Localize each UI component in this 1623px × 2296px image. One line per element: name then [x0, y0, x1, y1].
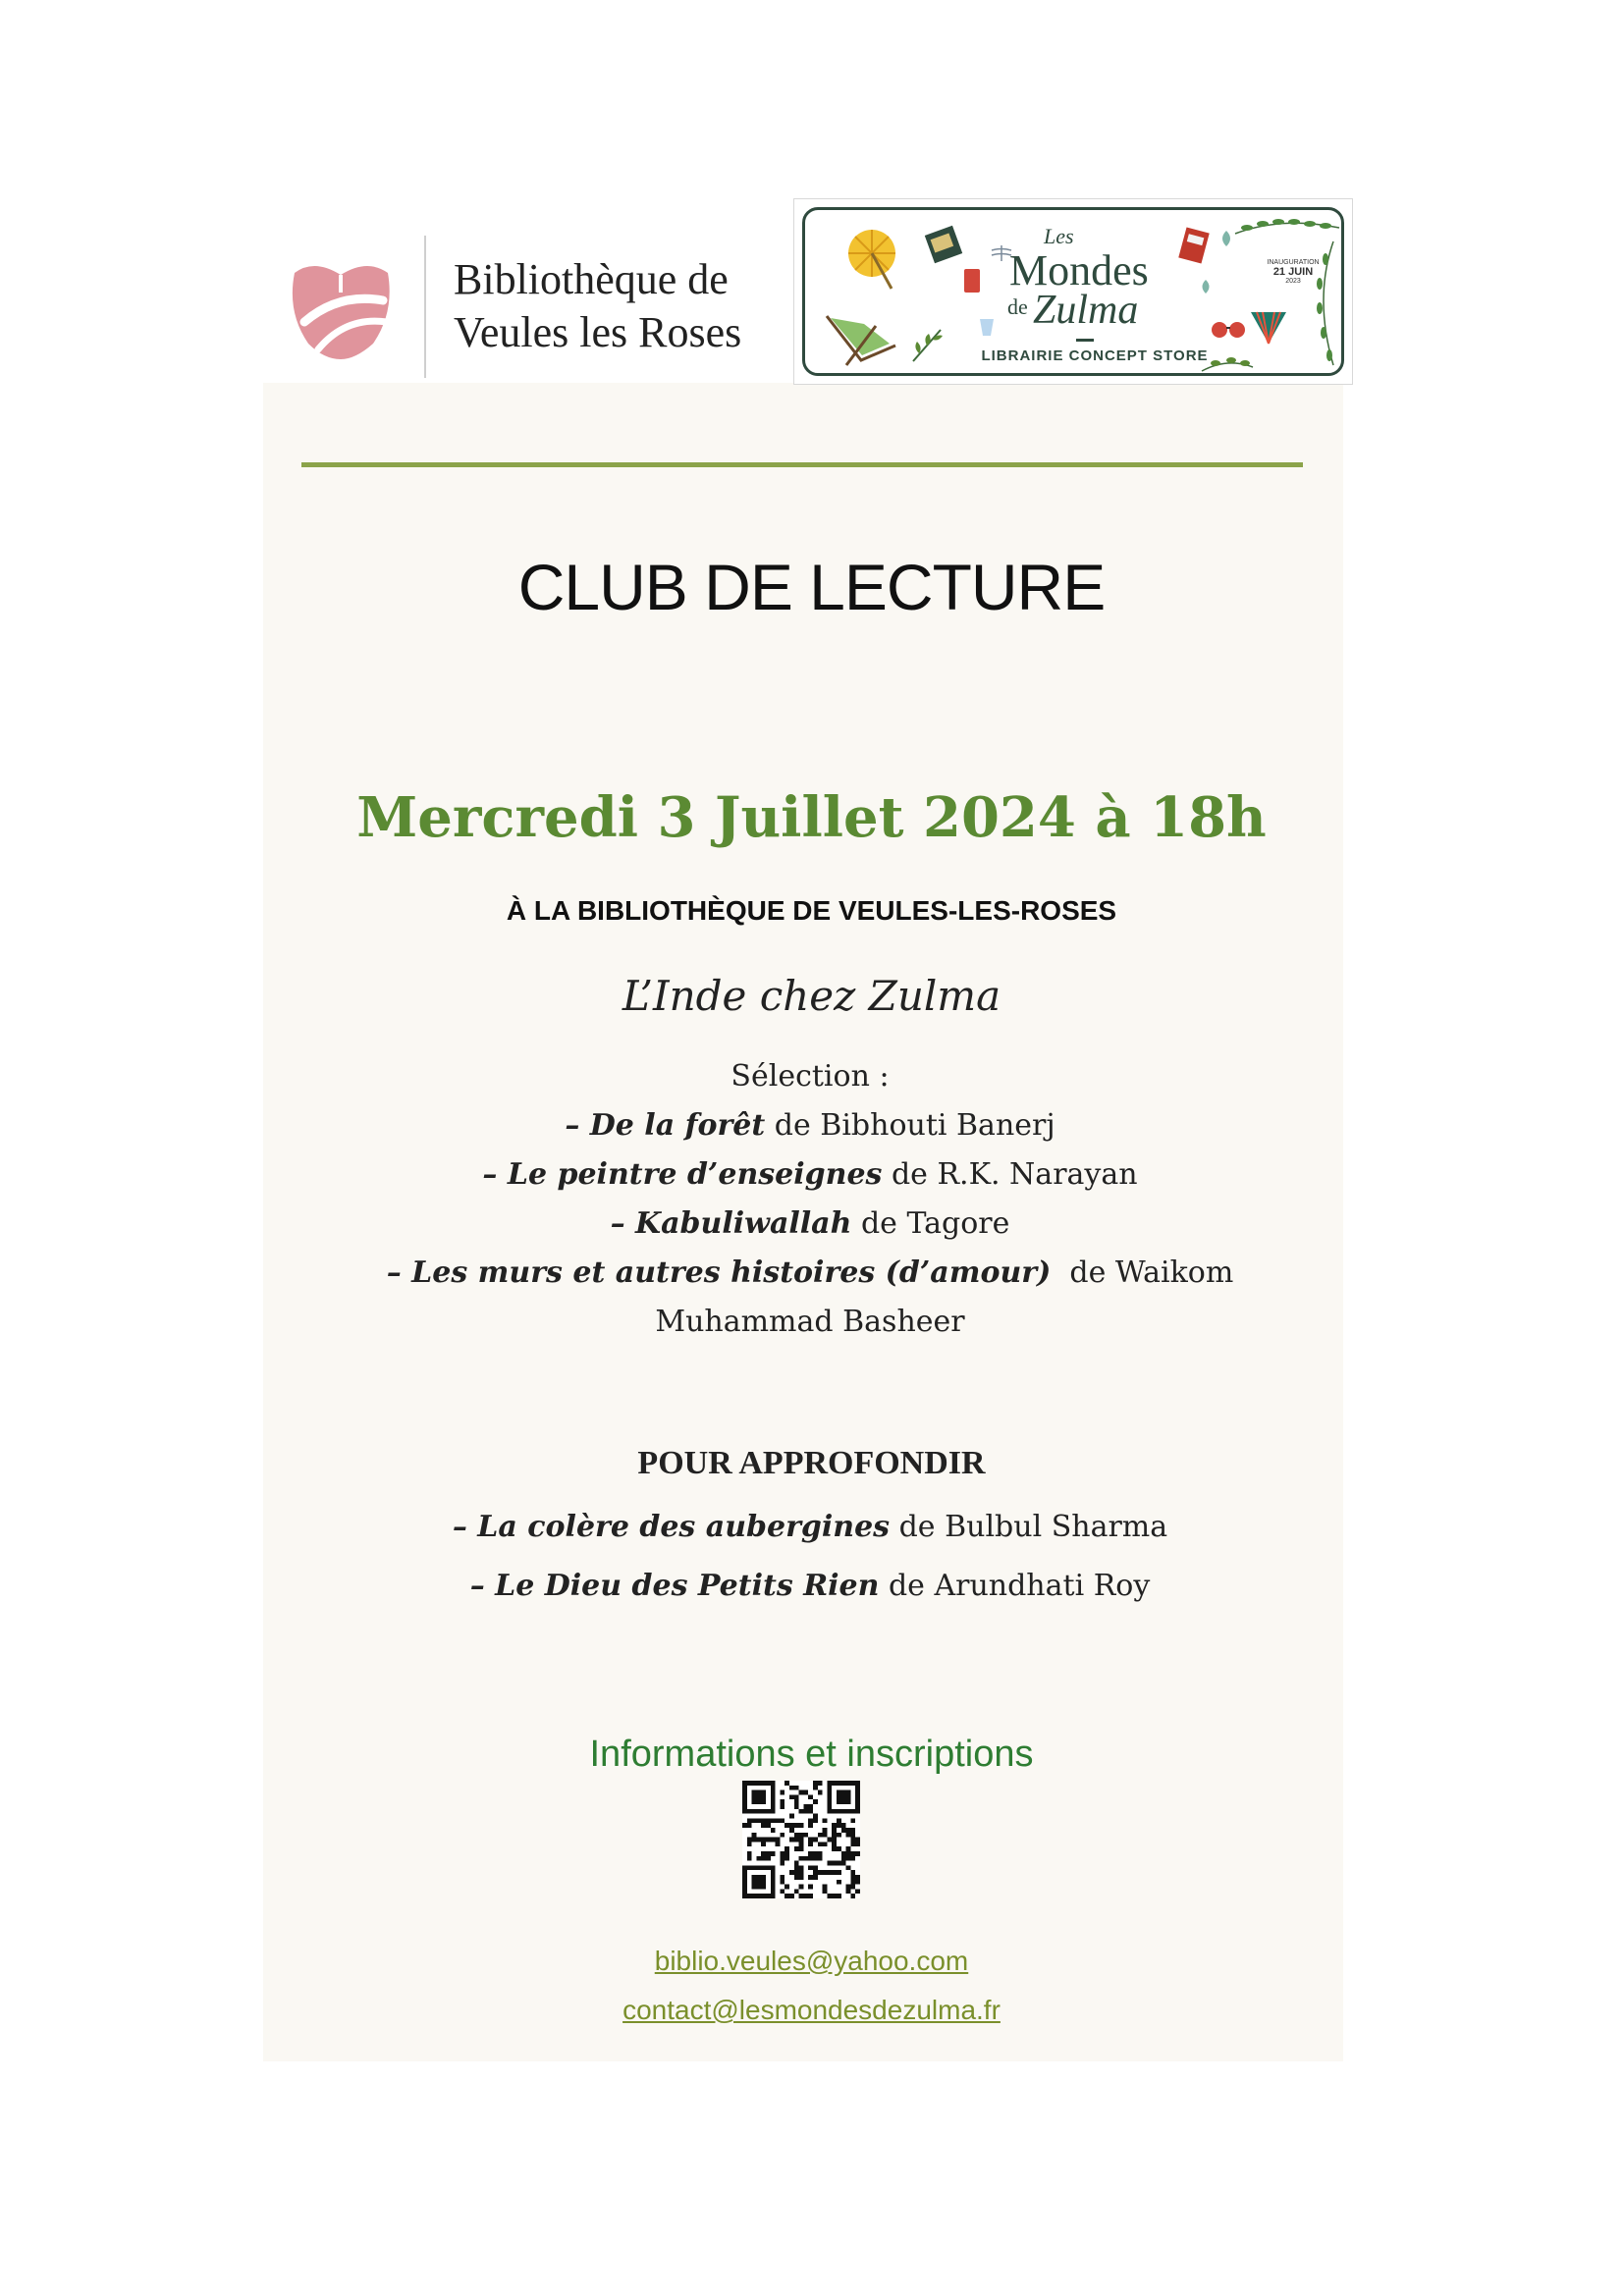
bookstore-email-link[interactable]: contact@lesmondesdezulma.fr	[622, 1995, 1001, 2025]
rose-icon	[285, 253, 398, 361]
leaf-icon	[1198, 279, 1214, 294]
library-name	[454, 253, 787, 359]
bookstore-logo	[793, 198, 1353, 385]
further-list	[295, 1498, 1325, 1616]
umbrella-icon	[840, 224, 909, 293]
book-title: – Le peintre d’enseignes	[482, 1157, 883, 1192]
cup-icon	[978, 316, 996, 338]
library-logo	[285, 236, 785, 383]
book-author: de Arundhati Roy	[879, 1569, 1151, 1603]
logo-divider	[424, 236, 426, 378]
inauguration-badge	[1259, 259, 1327, 285]
qr-code[interactable]	[742, 1781, 860, 1898]
list-item	[295, 1557, 1325, 1616]
book-icon	[923, 224, 964, 265]
book-author: de Waikom	[1051, 1255, 1234, 1290]
selection-list	[295, 1052, 1325, 1347]
inauguration-year: 2023	[1285, 278, 1301, 285]
contact-heading: Informations et inscriptions	[589, 1734, 1034, 1775]
page-title: CLUB DE LECTURE	[517, 551, 1106, 623]
list-item	[295, 1101, 1325, 1150]
book-title: – De la forêt	[565, 1108, 766, 1143]
library-name-line1: Bibliothèque de	[454, 255, 729, 303]
event-date: Mercredi 3 Juillet 2024 à 18h	[356, 785, 1267, 850]
list-item	[295, 1200, 1325, 1249]
inauguration-date: 21 JUIN	[1272, 266, 1314, 278]
book-title: – Le Dieu des Petits Rien	[469, 1569, 880, 1603]
sunglasses-icon	[1210, 316, 1247, 342]
list-item	[295, 1150, 1325, 1200]
list-item	[295, 1498, 1325, 1557]
event-theme: L’Inde chez Zulma	[622, 972, 1001, 1020]
divider-rule	[301, 462, 1303, 467]
further-heading: POUR APPROFONDIR	[637, 1445, 986, 1481]
deckchair-icon	[817, 306, 905, 375]
bookstore-name-de: de	[1007, 294, 1028, 319]
book-author: de R.K. Narayan	[882, 1157, 1138, 1192]
book-author: de Bibhouti Banerj	[765, 1108, 1055, 1143]
bookstore-name-zulma: Zulma	[1033, 288, 1139, 333]
inauguration-label: INAUGURATION	[1267, 259, 1320, 266]
selection-heading: Sélection :	[730, 1059, 890, 1094]
book-title: – Kabuliwallah	[610, 1206, 852, 1241]
bookstore-logo-frame	[802, 207, 1344, 376]
fan-icon	[1247, 304, 1290, 347]
bookstore-tagline: LIBRAIRIE CONCEPT STORE	[981, 347, 1209, 364]
leaf-icon	[907, 326, 947, 365]
book-title: – Les murs et autres histoires (d’amour)	[386, 1255, 1052, 1290]
bookstore-name-les: Les	[1044, 224, 1074, 248]
list-item	[295, 1249, 1325, 1298]
book-icon	[1174, 226, 1214, 265]
book-author: de Bulbul Sharma	[890, 1510, 1168, 1544]
bookstore-dash	[1076, 339, 1094, 342]
event-venue: À LA BIBLIOTHÈQUE DE VEULES-LES-ROSES	[506, 895, 1117, 926]
book-icon	[962, 267, 982, 294]
list-item-continuation: Muhammad Basheer	[655, 1305, 965, 1339]
library-name-line2: Veules les Roses	[454, 308, 742, 356]
library-email-link[interactable]: biblio.veules@yahoo.com	[654, 1946, 969, 1976]
book-author: de Tagore	[851, 1206, 1010, 1241]
book-title: – La colère des aubergines	[452, 1510, 891, 1544]
bookstore-name-mondes: Mondes	[1009, 246, 1149, 294]
